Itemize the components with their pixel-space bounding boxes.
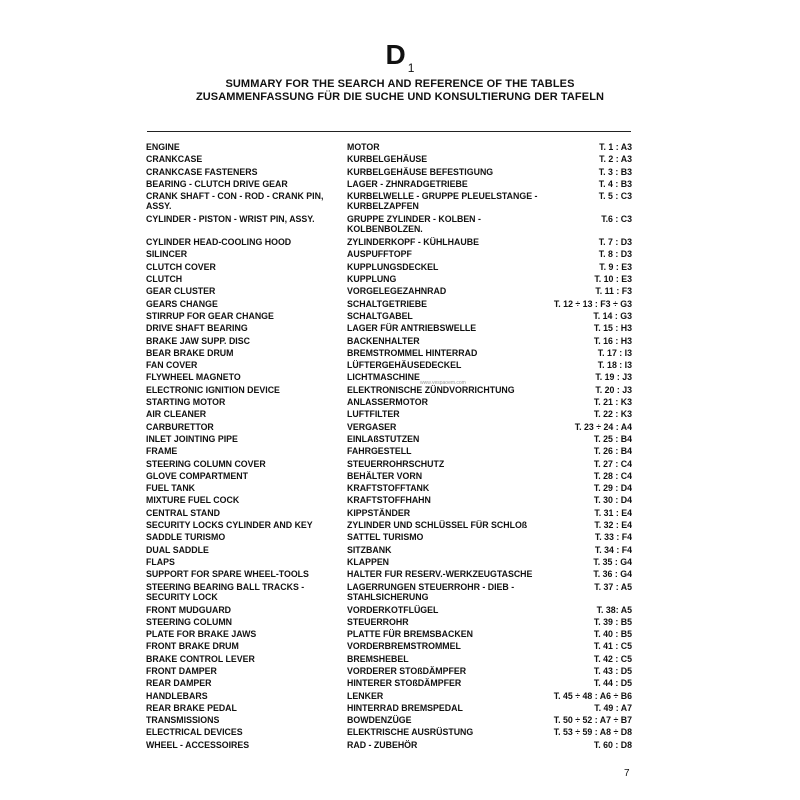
part-name-english: CENTRAL STAND <box>146 507 220 518</box>
part-name-english: WHEEL - ACCESSOIRES <box>146 739 250 750</box>
table-reference: T. 12 ÷ 13 : F3 ÷ G3 <box>553 298 632 309</box>
part-name-english: FRAME <box>146 446 178 457</box>
table-row <box>0 154 800 166</box>
part-name-english: CYLINDER HEAD-COOLING HOOD <box>146 237 292 248</box>
table-reference: T. 35 : G4 <box>593 556 632 567</box>
part-name-german: GRUPPE ZYLINDER - KOLBEN - KOLBENBOLZEN. <box>347 214 481 235</box>
table-row <box>0 569 800 581</box>
table-row <box>0 740 800 752</box>
table-row <box>0 617 800 629</box>
table-row <box>0 372 800 384</box>
table-reference: T. 29 : D4 <box>593 483 632 494</box>
part-name-english: FAN COVER <box>146 360 198 371</box>
table-reference: T. 21 : K3 <box>593 397 632 408</box>
table-reference: T. 4 : B3 <box>598 178 632 189</box>
part-name-english: STEERING BEARING BALL TRACKS - SECURITY LOCK <box>146 581 305 602</box>
part-name-german: LAGER - ZHNRADGETRIEBE <box>347 178 468 189</box>
part-name-english: DRIVE SHAFT BEARING <box>146 323 248 334</box>
table-row <box>0 508 800 520</box>
table-row <box>0 483 800 495</box>
part-name-english: GEARS CHANGE <box>146 298 218 309</box>
table-reference: T. 15 : H3 <box>593 323 632 334</box>
table-row <box>0 545 800 557</box>
table-row <box>0 641 800 653</box>
part-name-german: LENKER <box>347 690 384 701</box>
table-reference: T. 53 ÷ 59 : A8 ÷ D8 <box>553 727 632 738</box>
part-name-english: INLET JOINTING PIPE <box>146 433 238 444</box>
part-name-german: KURBELGEHÄUSE BEFESTIGUNG <box>347 166 494 177</box>
table-row <box>0 348 800 360</box>
table-reference: T. 36 : G4 <box>593 569 632 580</box>
title-german: ZUSAMMENFASSUNG FÜR DIE SUCHE UND KONSULTIERUNG DER TAFELN <box>195 91 605 103</box>
table-reference: T. 26 : B4 <box>593 446 632 457</box>
table-row <box>0 422 800 434</box>
table-reference: T. 49 : A7 <box>594 702 632 713</box>
part-name-german: HALTER FUR RESERV.-WERKZEUGTASCHE <box>347 569 533 580</box>
table-row <box>0 520 800 532</box>
table-row <box>0 142 800 154</box>
table-reference: T. 45 ÷ 48 : A6 ÷ B6 <box>553 690 632 701</box>
table-row <box>0 249 800 261</box>
table-reference: T. 28 : C4 <box>593 470 632 481</box>
part-name-english: BEARING - CLUTCH DRIVE GEAR <box>146 178 288 189</box>
table-row <box>0 434 800 446</box>
reference-table <box>0 142 800 752</box>
table-row <box>0 191 800 214</box>
table-reference: T. 27 : C4 <box>593 458 632 469</box>
table-row <box>0 336 800 348</box>
table-row <box>0 299 800 311</box>
table-row <box>0 311 800 323</box>
table-reference: T. 38: A5 <box>596 604 632 615</box>
table-reference: T. 5 : C3 <box>598 191 632 202</box>
table-reference: T. 17 : I3 <box>597 347 632 358</box>
part-name-german: STEUERROHRSCHUTZ <box>347 458 445 469</box>
part-name-german: KLAPPEN <box>347 556 390 567</box>
part-name-german: LUFTFILTER <box>347 409 400 420</box>
table-row <box>0 360 800 372</box>
table-row <box>0 703 800 715</box>
part-name-german: SCHALTGETRIEBE <box>347 298 427 309</box>
table-row <box>0 678 800 690</box>
part-name-german: PLATTE FÜR BREMSBACKEN <box>347 629 473 640</box>
table-row <box>0 167 800 179</box>
section-letter: D <box>385 39 406 70</box>
part-name-english: CYLINDER - PISTON - WRIST PIN, ASSY. <box>146 214 315 225</box>
table-reference: T. 9 : E3 <box>599 261 632 272</box>
part-name-german: VORDERBREMSTROMMEL <box>347 641 461 652</box>
part-name-german: SCHALTGABEL <box>347 310 413 321</box>
table-reference: T. 10 : E3 <box>594 274 632 285</box>
part-name-english: REAR BRAKE PEDAL <box>146 702 237 713</box>
part-name-english: GLOVE COMPARTMENT <box>146 470 248 481</box>
part-name-german: ZYLINDERKOPF - KÜHLHAUBE <box>347 237 479 248</box>
part-name-english: STEERING COLUMN <box>146 616 233 627</box>
part-name-german: HINTERER STOßDÄMPFER <box>347 678 462 689</box>
part-name-german: KRAFTSTOFFHAHN <box>347 495 431 506</box>
table-row <box>0 214 800 237</box>
table-row <box>0 582 800 605</box>
part-name-german: RAD - ZUBEHÖR <box>347 739 418 750</box>
part-name-german: BREMSHEBEL <box>347 653 409 664</box>
part-name-german: HINTERRAD BREMSPEDAL <box>347 702 463 713</box>
part-name-english: HANDLEBARS <box>146 690 208 701</box>
section-subscript: 1 <box>407 61 415 75</box>
part-name-german: VORDERKOTFLÜGEL <box>347 604 439 615</box>
table-reference: T. 2 : A3 <box>599 154 632 165</box>
part-name-german: BREMSTROMMEL HINTERRAD <box>347 347 478 358</box>
table-reference: T. 31 : E4 <box>594 507 632 518</box>
table-reference: T. 16 : H3 <box>593 335 632 346</box>
part-name-german: SATTEL TURISMO <box>347 532 424 543</box>
table-reference: T. 34 : F4 <box>594 544 632 555</box>
part-name-german: KUPPLUNGSDECKEL <box>347 261 439 272</box>
part-name-english: PLATE FOR BRAKE JAWS <box>146 629 257 640</box>
table-row <box>0 666 800 678</box>
table-row <box>0 262 800 274</box>
part-name-english: FLAPS <box>146 556 175 567</box>
table-reference: T. 60 : D8 <box>593 739 632 750</box>
part-name-english: BRAKE CONTROL LEVER <box>146 653 255 664</box>
table-reference: T. 42 : C5 <box>593 653 632 664</box>
part-name-english: SECURITY LOCKS CYLINDER AND KEY <box>146 520 313 531</box>
table-row <box>0 286 800 298</box>
part-name-english: FRONT DAMPER <box>146 665 217 676</box>
table-row <box>0 446 800 458</box>
part-name-english: CARBURETTOR <box>146 421 214 432</box>
part-name-german: LÜFTERGEHÄUSEDECKEL <box>347 360 462 371</box>
part-name-english: DUAL SADDLE <box>146 544 209 555</box>
part-name-german: KRAFTSTOFFTANK <box>347 483 430 494</box>
table-row <box>0 532 800 544</box>
table-reference: T. 41 : C5 <box>593 641 632 652</box>
section-heading <box>0 40 800 83</box>
table-row <box>0 409 800 421</box>
table-row <box>0 691 800 703</box>
part-name-english: AIR CLEANER <box>146 409 207 420</box>
part-name-english: GEAR CLUSTER <box>146 286 216 297</box>
part-name-english: STEERING COLUMN COVER <box>146 458 266 469</box>
table-reference: T. 11 : F3 <box>595 286 632 297</box>
table-reference: T.6 : C3 <box>601 214 632 225</box>
part-name-german: SITZBANK <box>347 544 392 555</box>
part-name-german: BOWDENZÜGE <box>347 715 412 726</box>
table-reference: T. 33 : F4 <box>594 532 632 543</box>
part-name-german: KURBELGEHÄUSE <box>347 154 428 165</box>
part-name-german: KURBELWELLE - GRUPPE PLEUELSTANGE - KURBELZAPFEN <box>347 191 538 212</box>
part-name-english: CRANKCASE FASTENERS <box>146 166 258 177</box>
table-row <box>0 397 800 409</box>
watermark: www.vespaoem.com <box>420 380 466 386</box>
part-name-english: TRANSMISSIONS <box>146 715 220 726</box>
part-name-english: FRONT BRAKE DRUM <box>146 641 239 652</box>
table-reference: T. 3 : B3 <box>598 166 632 177</box>
part-name-german: EINLAßSTUTZEN <box>347 433 420 444</box>
table-reference: T. 22 : K3 <box>593 409 632 420</box>
table-row <box>0 715 800 727</box>
part-name-german: STEUERROHR <box>347 616 409 627</box>
table-reference: T. 39 : B5 <box>593 616 632 627</box>
table-reference: T. 18 : I3 <box>597 360 632 371</box>
header-divider <box>147 131 631 132</box>
part-name-english: ELECTRONIC IGNITION DEVICE <box>146 384 280 395</box>
part-name-german: FAHRGESTELL <box>347 446 412 457</box>
table-reference: T. 50 ÷ 52 : A7 ÷ B7 <box>553 715 632 726</box>
part-name-english: BRAKE JAW SUPP. DISC <box>146 335 250 346</box>
table-row <box>0 557 800 569</box>
table-reference: T. 40 : B5 <box>593 629 632 640</box>
part-name-german: VORGELEGEZAHNRAD <box>347 286 447 297</box>
part-name-german: KUPPLUNG <box>347 274 397 285</box>
part-name-english: CRANK SHAFT - CON - ROD - CRANK PIN, ASSY. <box>146 191 324 212</box>
table-reference: T. 44 : D5 <box>593 678 632 689</box>
part-name-german: AUSPUFFTOPF <box>347 249 412 260</box>
table-reference: T. 7 : D3 <box>598 237 632 248</box>
table-reference: T. 30 : D4 <box>593 495 632 506</box>
table-reference: T. 14 : G3 <box>593 310 632 321</box>
part-name-english: SADDLE TURISMO <box>146 532 226 543</box>
part-name-german: MOTOR <box>347 142 380 152</box>
part-name-english: FRONT MUDGUARD <box>146 604 232 615</box>
part-name-english: CRANKCASE <box>146 154 203 165</box>
part-name-english: REAR DAMPER <box>146 678 212 689</box>
table-row <box>0 385 800 397</box>
part-name-german: ELEKTRISCHE AUSRÜSTUNG <box>347 727 474 738</box>
part-name-german: ELEKTRONISCHE ZÜNDVORRICHTUNG <box>347 384 515 395</box>
table-row <box>0 471 800 483</box>
table-row <box>0 323 800 335</box>
part-name-english: STIRRUP FOR GEAR CHANGE <box>146 310 274 321</box>
part-name-german: KIPPSTÄNDER <box>347 507 411 518</box>
part-name-german: VERGASER <box>347 421 397 432</box>
part-name-english: CLUTCH <box>146 274 183 285</box>
table-row <box>0 459 800 471</box>
table-reference: T. 37 : A5 <box>594 581 632 592</box>
table-row <box>0 237 800 249</box>
part-name-german: ANLASSERMOTOR <box>347 397 428 408</box>
part-name-english: FUEL TANK <box>146 483 196 494</box>
part-name-german: BEHÄLTER VORN <box>347 470 423 481</box>
table-row <box>0 629 800 641</box>
table-reference: T. 20 : J3 <box>595 384 632 395</box>
part-name-english: ENGINE <box>146 142 180 152</box>
part-name-german: LAGERRUNGEN STEUERROHR - DIEB - STAHLSICHERUNG <box>347 581 515 602</box>
part-name-german: VORDERER STOßDÄMPFER <box>347 665 467 676</box>
table-reference: T. 32 : E4 <box>594 520 632 531</box>
part-name-english: CLUTCH COVER <box>146 261 216 272</box>
table-reference: T. 23 ÷ 24 : A4 <box>574 421 632 432</box>
table-reference: T. 25 : B4 <box>593 433 632 444</box>
part-name-english: ELECTRICAL DEVICES <box>146 727 243 738</box>
title-english: SUMMARY FOR THE SEARCH AND REFERENCE OF THE TABLES <box>225 78 575 90</box>
part-name-german: ZYLINDER UND SCHLÜSSEL FÜR SCHLOß <box>347 520 528 531</box>
part-name-english: SUPPORT FOR SPARE WHEEL-TOOLS <box>146 569 309 580</box>
table-row <box>0 605 800 617</box>
table-reference: T. 8 : D3 <box>598 249 632 260</box>
part-name-german: LICHTMASCHINE <box>347 372 420 383</box>
part-name-english: MIXTURE FUEL COCK <box>146 495 240 506</box>
table-row <box>0 654 800 666</box>
part-name-english: SILINCER <box>146 249 188 260</box>
table-reference: T. 19 : J3 <box>595 372 632 383</box>
page-number: 7 <box>624 768 630 779</box>
table-reference: T. 43 : D5 <box>593 665 632 676</box>
table-row <box>0 495 800 507</box>
part-name-english: BEAR BRAKE DRUM <box>146 347 234 358</box>
table-reference: T. 1 : A3 <box>599 142 632 152</box>
part-name-german: BACKENHALTER <box>347 335 420 346</box>
part-name-english: STARTING MOTOR <box>146 397 226 408</box>
part-name-german: LAGER FÜR ANTRIEBSWELLE <box>347 323 477 334</box>
part-name-english: FLYWHEEL MAGNETO <box>146 372 241 383</box>
table-row <box>0 179 800 191</box>
table-row <box>0 727 800 739</box>
table-row <box>0 274 800 286</box>
